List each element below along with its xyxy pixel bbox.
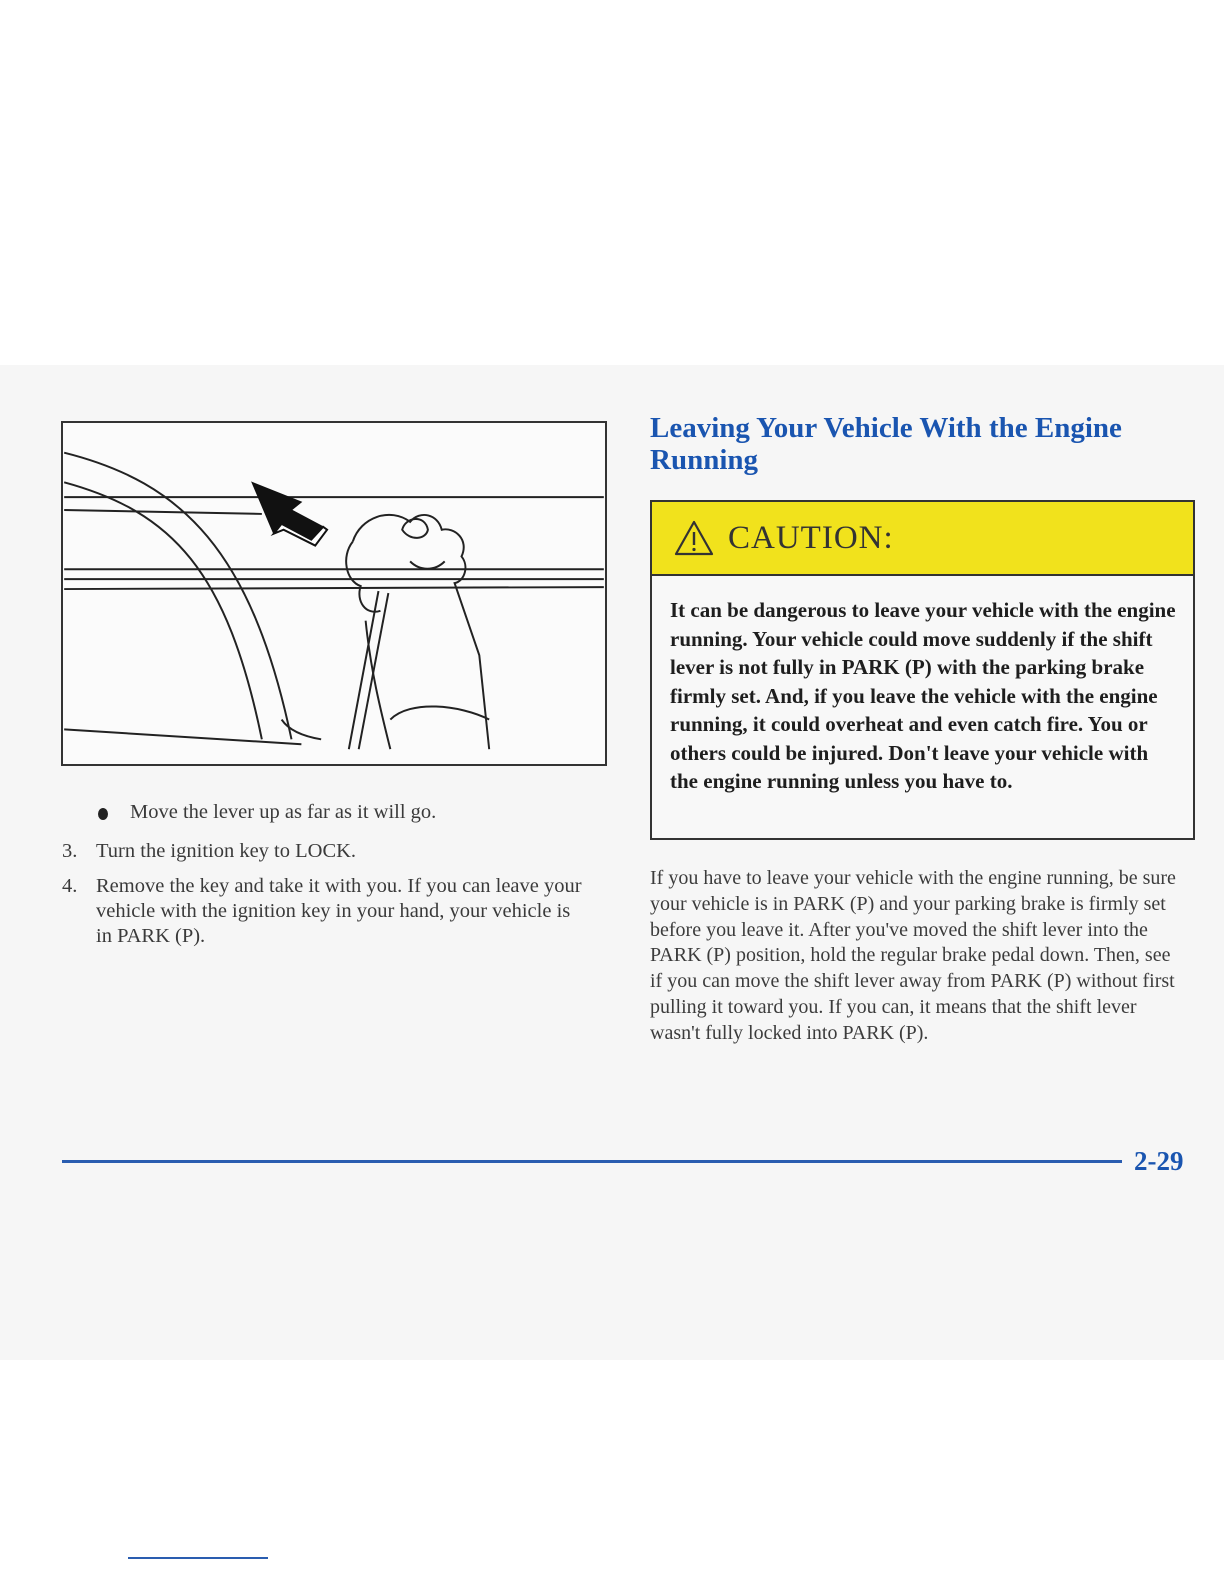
step-item	[62, 839, 582, 864]
step-item	[62, 874, 582, 949]
step-number: 3.	[62, 840, 78, 862]
page-number: 2-29	[1134, 1146, 1184, 1176]
bullet-icon	[98, 808, 108, 820]
section-heading: Leaving Your Vehicle With the Engine Running	[650, 412, 1122, 476]
step-text: Remove the key and take it with you. If you can leave your vehicle with the ignition key in your hand, your vehicle is in PARK (P).	[96, 875, 582, 947]
shift-lever-illustration	[61, 421, 607, 766]
bullet-text: Move the lever up as far as it will go.	[130, 801, 437, 823]
body-paragraph: If you have to leave your vehicle with the engine running, be sure your vehicle is in PARK (P) and your parking brake is firmly set before you leave it. After you've moved the shift lever into the PARK (P) position, hold the regular brake pedal down. Then, see if you can move the shift lever away from PARK (P) without first pulling it toward you. If you can, it means that the shift lever wasn't fully locked into PARK (P).	[650, 867, 1176, 1044]
caution-title: CAUTION:	[728, 519, 894, 556]
caution-box	[650, 500, 1195, 840]
instruction-list	[62, 800, 582, 959]
step-text: Turn the ignition key to LOCK.	[96, 840, 357, 862]
shift-lever-hand-icon	[63, 423, 605, 764]
warning-triangle-icon	[674, 520, 714, 556]
bullet-item	[62, 800, 582, 825]
step-number: 4.	[62, 875, 78, 897]
caution-text: It can be dangerous to leave your vehicle with the engine running. Your vehicle could move suddenly if the shift lever is not fully in PARK (P) with the parking brake firmly set. And, if you leave the vehicle with the engine running, it could overheat and even catch fire. You or others could be injured. Don't leave your vehicle with the engine running unless you have to.	[670, 598, 1176, 793]
caution-header	[652, 502, 1193, 576]
divider-line	[128, 1557, 268, 1559]
footer-rule	[62, 1160, 1122, 1163]
